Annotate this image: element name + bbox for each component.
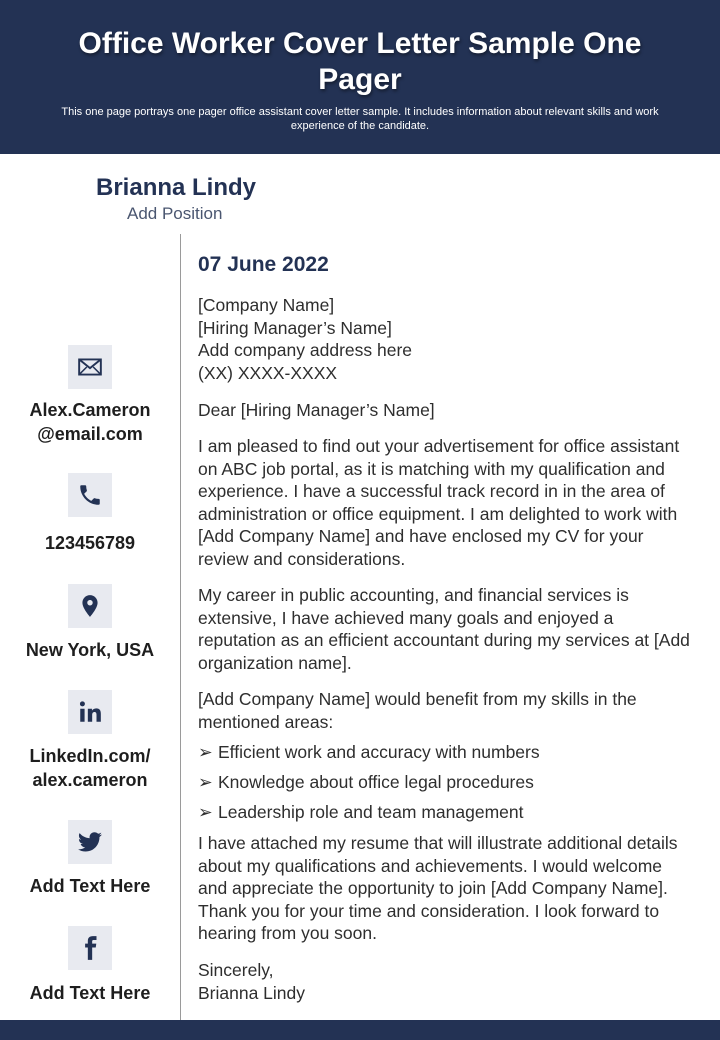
address-line: [Company Name] xyxy=(198,295,335,315)
paragraph-closing: I have attached my resume that will illustrate additional details about my qualifications and achievements. I would welcome and appreciate the opportunity to join [Add Company Name]. Thank you for your time and consideration. I look forward to hearing from you soon. xyxy=(198,833,678,943)
candidate-position: Add Position xyxy=(127,204,223,223)
email-text: Alex.Cameron @email.com xyxy=(29,400,151,444)
letter-date: 07 June 2022 xyxy=(198,253,329,276)
bullet-arrow-icon: ➢ xyxy=(198,742,213,762)
bullet-arrow-icon: ➢ xyxy=(198,772,213,792)
bullet-text: Leadership role and team management xyxy=(218,802,524,822)
candidate-name: Brianna Lindy xyxy=(96,174,257,201)
paragraph-skills: [Add Company Name] would benefit from my skills in the mentioned areas: xyxy=(198,689,637,732)
header-banner xyxy=(0,0,720,154)
bullet-text: Efficient work and accuracy with numbers xyxy=(218,742,540,762)
paragraph-career: My career in public accounting, and financial services is extensive, I have achieved many goals and enjoyed a reputation as an efficient accountant during my services at [Add organization name]. xyxy=(198,585,690,673)
map-pin-icon xyxy=(68,584,112,628)
recipient-address xyxy=(198,294,694,384)
twitter-text: Add Text Here xyxy=(29,876,151,896)
column-divider xyxy=(180,234,181,1020)
address-line: [Hiring Manager’s Name] xyxy=(198,317,392,338)
list-item xyxy=(198,771,694,794)
address-line: Add company address here xyxy=(198,340,413,360)
list-item xyxy=(198,801,694,824)
page-subtitle: This one page portrays one pager office assistant cover letter sample. It includes information about relevant skills and work experience of the candidate. xyxy=(61,106,659,132)
phone-icon xyxy=(68,473,112,517)
signature-name: Brianna Lindy xyxy=(198,983,306,1003)
bullet-arrow-icon: ➢ xyxy=(198,802,213,822)
bullet-text: Knowledge about office legal procedures xyxy=(218,772,534,792)
page-title: Office Worker Cover Letter Sample One Pager xyxy=(78,27,642,96)
linkedin-text: LinkedIn.com/ alex.cameron xyxy=(29,746,151,790)
linkedin-icon xyxy=(68,690,112,734)
footer-bar xyxy=(0,1020,720,1040)
closing-sincerely: Sincerely, xyxy=(198,960,274,980)
envelope-icon xyxy=(68,345,112,389)
list-item xyxy=(198,741,694,764)
facebook-text: Add Text Here xyxy=(29,983,151,1003)
facebook-icon xyxy=(68,926,112,970)
paragraph-intro: I am pleased to find out your advertisement for office assistant on ABC job portal, as it is matching with my qualification and experience. I have a successful track record in in the area of administration or office equipment. I am delighted to work with [Add Company Name] and have enclosed my CV for your review and considerations. xyxy=(198,436,680,569)
phone-text: 123456789 xyxy=(44,533,136,553)
location-text: New York, USA xyxy=(25,640,155,660)
salutation: Dear [Hiring Manager’s Name] xyxy=(198,400,435,420)
twitter-icon xyxy=(68,820,112,864)
address-line: (XX) XXXX-XXXX xyxy=(198,362,338,383)
